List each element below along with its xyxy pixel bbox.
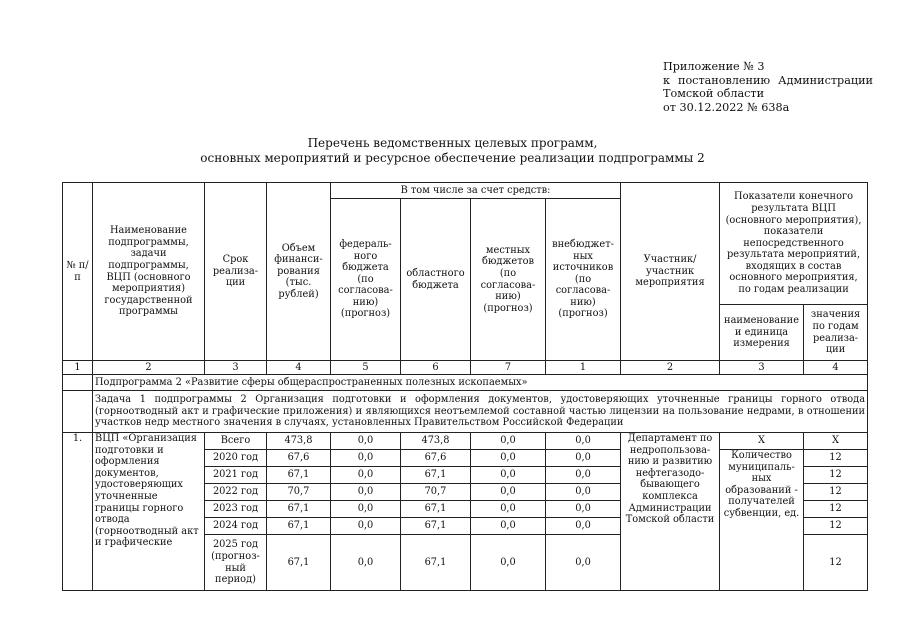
row-volume: 473,8 <box>267 433 331 450</box>
row-indicator-value: 12 <box>804 450 868 467</box>
row-regional: 67,1 <box>401 535 471 591</box>
header-participant: Участник/ участник мероприятия <box>621 183 720 361</box>
col-number: 5 <box>331 361 401 375</box>
col-number: 2 <box>621 361 720 375</box>
col-number: 7 <box>471 361 546 375</box>
row-indicator-value: 12 <box>804 518 868 535</box>
row-extra: 0,0 <box>546 433 621 450</box>
header-term: Срок реализа-ции <box>205 183 267 361</box>
row-volume: 67,1 <box>267 518 331 535</box>
row-local: 0,0 <box>471 535 546 591</box>
page-title <box>0 136 905 166</box>
row-extra: 0,0 <box>546 467 621 484</box>
row-regional: 70,7 <box>401 484 471 501</box>
row-volume: 67,1 <box>267 467 331 484</box>
row-federal: 0,0 <box>331 535 401 591</box>
row-term: 2025 год (прогноз-ный период) <box>205 535 267 591</box>
row-term: 2021 год <box>205 467 267 484</box>
row-federal: 0,0 <box>331 518 401 535</box>
indicator-name: Количество муниципаль-ных образований - получателей субвенции, ед. <box>720 450 804 591</box>
row-term: 2022 год <box>205 484 267 501</box>
row-federal: 0,0 <box>331 433 401 450</box>
row-federal: 0,0 <box>331 501 401 518</box>
row-extra: 0,0 <box>546 501 621 518</box>
table-row <box>63 433 868 450</box>
row-local: 0,0 <box>471 501 546 518</box>
row-regional: 67,6 <box>401 450 471 467</box>
row-term: 2024 год <box>205 518 267 535</box>
row-volume: 67,6 <box>267 450 331 467</box>
header-extra: внебюджет-ных источников (по согласова-нию) (прогноз) <box>546 199 621 361</box>
indicator-header-name: Х <box>720 433 804 450</box>
row-extra: 0,0 <box>546 484 621 501</box>
col-number: 4 <box>804 361 868 375</box>
row-extra: 0,0 <box>546 535 621 591</box>
row-local: 0,0 <box>471 518 546 535</box>
row-term: 2020 год <box>205 450 267 467</box>
col-number: 1 <box>546 361 621 375</box>
row-term: Всего <box>205 433 267 450</box>
indicator-header-value: Х <box>804 433 868 450</box>
row-extra: 0,0 <box>546 450 621 467</box>
header-local: местных бюджетов (по согласова-нию) (прогноз) <box>471 199 546 361</box>
appendix-line-2: к постановлению Администрации <box>663 73 873 87</box>
column-number-row <box>63 361 868 375</box>
col-number: 3 <box>720 361 804 375</box>
appendix-block <box>663 60 873 114</box>
col-number: 4 <box>267 361 331 375</box>
program-table <box>62 182 868 591</box>
col-number: 1 <box>63 361 93 375</box>
header-indicators: Показатели конечного результата ВЦП (основного мероприятия), показатели непосредственного результата мероприятий, входящих в состав основного мероприятия, по годам реализации <box>720 183 868 305</box>
title-line-1: Перечень ведомственных целевых программ, <box>307 136 598 150</box>
row-local: 0,0 <box>471 450 546 467</box>
header-ind-name: наименование и единица измерения <box>720 305 804 361</box>
appendix-line-3: Томской области <box>663 87 765 101</box>
row-volume: 70,7 <box>267 484 331 501</box>
row-local: 0,0 <box>471 484 546 501</box>
col-number: 3 <box>205 361 267 375</box>
col-number: 6 <box>401 361 471 375</box>
task-row: Задача 1 подпрограммы 2 Организация подготовки и оформления документов, удостоверяющих уточненные границы горного отвода (горноотводный акт и графические приложения) и являющихся неотъемлемой составной частью лицензии на пользование недрами, в отношении участков недр местного значения в случаях, установленных Правительством Российской Федерации <box>93 391 868 433</box>
row-extra: 0,0 <box>546 518 621 535</box>
row-federal: 0,0 <box>331 450 401 467</box>
row-volume: 67,1 <box>267 535 331 591</box>
header-volume: Объем финанси-рования (тыс. рублей) <box>267 183 331 361</box>
row-indicator-value: 12 <box>804 535 868 591</box>
row-regional: 67,1 <box>401 501 471 518</box>
row-indicator-value: 12 <box>804 501 868 518</box>
appendix-line-4: от 30.12.2022 № 638а <box>663 100 790 114</box>
row-federal: 0,0 <box>331 467 401 484</box>
row-regional: 67,1 <box>401 518 471 535</box>
header-sources-group: В том числе за счет средств: <box>331 183 621 199</box>
row-term: 2023 год <box>205 501 267 518</box>
row-local: 0,0 <box>471 467 546 484</box>
item-name: ВЦП «Организация подготовки и оформления документов, удостоверяющих уточненные границы горного отвода (горноотводный акт и графические <box>93 433 205 591</box>
row-volume: 67,1 <box>267 501 331 518</box>
row-indicator-value: 12 <box>804 484 868 501</box>
row-regional: 67,1 <box>401 467 471 484</box>
row-regional: 473,8 <box>401 433 471 450</box>
header-num: № п/п <box>63 183 93 361</box>
header-ind-values: значения по годам реализа-ции <box>804 305 868 361</box>
item-num: 1. <box>63 433 93 591</box>
appendix-line-1: Приложение № 3 <box>663 60 765 73</box>
row-federal: 0,0 <box>331 484 401 501</box>
item-participant: Департамент по недропользова-нию и развитию нефтегазодо-бывающего комплекса Администрации Томской области <box>621 433 720 591</box>
header-federal: федераль-ного бюджета (по согласова-нию) (прогноз) <box>331 199 401 361</box>
row-local: 0,0 <box>471 433 546 450</box>
row-indicator-value: 12 <box>804 467 868 484</box>
subprogram-row: Подпрограмма 2 «Развитие сферы общераспространенных полезных ископаемых» <box>93 375 868 391</box>
header-regional: областного бюджета <box>401 199 471 361</box>
col-number: 2 <box>93 361 205 375</box>
header-name: Наименование подпрограммы, задачи подпрограммы, ВЦП (основного мероприятия) государственной программы <box>93 183 205 361</box>
title-line-2: основных мероприятий и ресурсное обеспечение реализации подпрограммы 2 <box>200 151 705 165</box>
